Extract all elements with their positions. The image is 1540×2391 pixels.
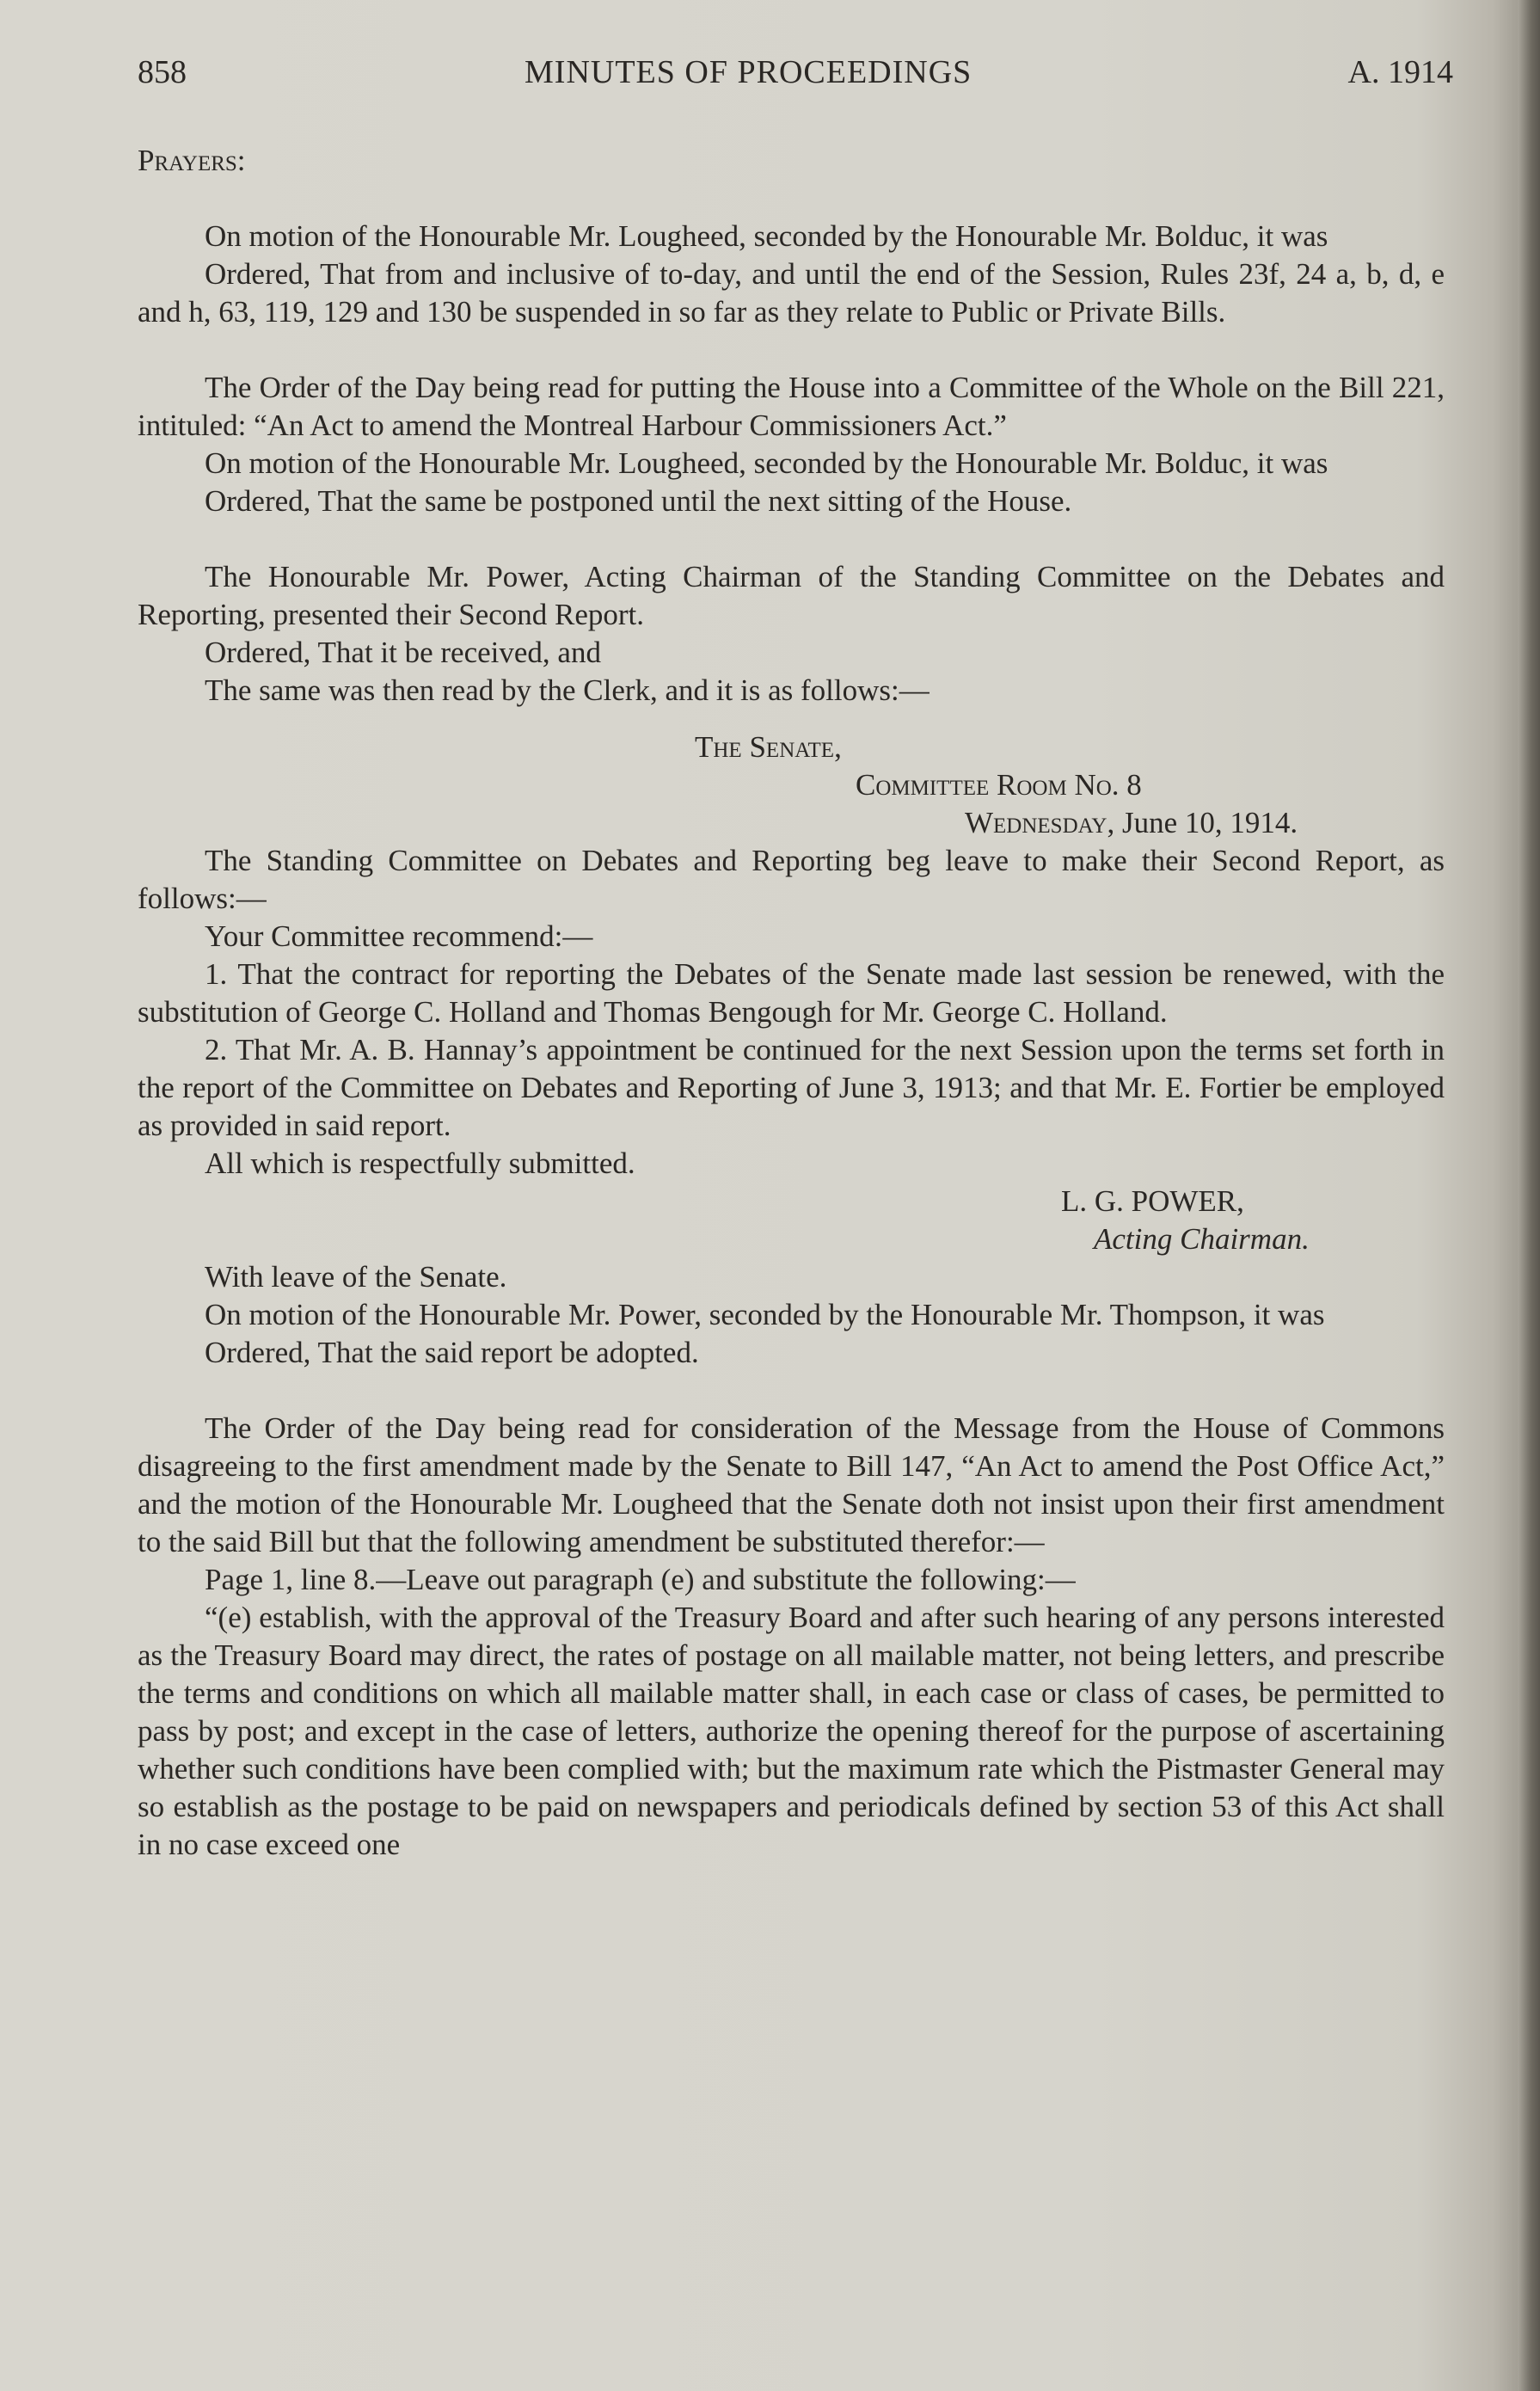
report-submitted: All which is respectfully submitted.: [205, 1146, 635, 1180]
header-year: A. 1914: [1347, 54, 1453, 90]
prayers-heading: Prayers:: [138, 144, 246, 177]
motion-paragraph: On motion of the Honourable Mr. Lougheed, seconded by the Honourable Mr. Bolduc, it was: [205, 446, 1328, 480]
ordered-paragraph: Ordered, That it be received, and: [205, 636, 601, 669]
signature-title: Acting Chairman.: [1094, 1222, 1310, 1256]
motion-paragraph: On motion of the Honourable Mr. Power, seconded by the Honourable Mr. Thompson, it was: [205, 1298, 1325, 1331]
ordered-paragraph: Ordered, That the same be postponed until the next sitting of the House.: [205, 484, 1072, 518]
report-date-day: Wednesday,: [965, 806, 1115, 839]
order-of-day-paragraph: The Order of the Day being read for putting the House into a Committee of the Whole on the Bill 221, intituled: “An Act to amend the Montreal Harbour Commissioners Act.”: [138, 371, 1445, 442]
ordered-paragraph: Ordered, That the said report be adopted.: [205, 1336, 699, 1369]
report-recommend: Your Committee recommend:—: [205, 919, 593, 953]
order-of-day-paragraph: The Order of the Day being read for consideration of the Message from the House of Commons disagreeing to the first amendment made by the Senate to Bill 147, “An Act to amend the Post Office Act,” and the motion of the Honourable Mr. Lougheed that the Senate doth not insist upon their first amendment to the said Bill but that the following amendment be substituted therefor:—: [138, 1411, 1445, 1558]
report-item-1: 1. That the contract for reporting the Debates of the Senate made last session be renewed, with the substitution of George C. Holland and Thomas Bengough for Mr. George C. Holland.: [138, 957, 1445, 1029]
amendment-quote: “(e) establish, with the approval of the Treasury Board and after such hearing of any persons interested as the Treasury Board may direct, the rates of postage on all mailable matter, not being letters, and prescribe the terms and conditions on which all mailable matter shall, in each case or class of cases, be permitted to pass by post; and except in the case of letters, authorize the opening thereof for the purpose of ascertaining whether such conditions have been complied with; but the maximum rate which the Pistmaster General may so establish as the postage to be paid on newspapers and periodicals defined by section 53 of this Act shall in no case exceed one: [138, 1601, 1445, 1861]
page-body: [138, 142, 1445, 1864]
signature-name: L. G. POWER,: [1061, 1184, 1244, 1218]
report-room: [138, 766, 1445, 804]
leave-paragraph: With leave of the Senate.: [205, 1260, 507, 1294]
report-presented-paragraph: The Honourable Mr. Power, Acting Chairman of the Standing Committee on the Debates and Reporting, presented their Second Report.: [138, 560, 1445, 631]
report-date-rest: June 10, 1914.: [1121, 806, 1298, 839]
running-header: [138, 53, 1453, 105]
page-number: 858: [138, 54, 187, 90]
report-addressee: The Senate,: [695, 730, 842, 764]
header-title: MINUTES OF PROCEEDINGS: [525, 54, 972, 90]
amendment-instruction: Page 1, line 8.—Leave out paragraph (e) and substitute the following:—: [205, 1563, 1076, 1596]
report-room-text: Committee Room No. 8: [856, 768, 1142, 802]
report-date: [138, 804, 1445, 842]
page-edge-shadow: [1518, 0, 1540, 2391]
report-read-paragraph: The same was then read by the Clerk, and it is as follows:—: [205, 673, 930, 707]
report-intro: The Standing Committee on Debates and Reporting beg leave to make their Second Report, as follows:—: [138, 844, 1445, 915]
ordered-paragraph: Ordered, That from and inclusive of to-day, and until the end of the Session, Rules 23f, 24 a, b, d, e and h, 63, 119, 129 and 130 be suspended in so far as they relate to Public or Private Bills.: [138, 257, 1445, 329]
motion-paragraph: On motion of the Honourable Mr. Lougheed, seconded by the Honourable Mr. Bolduc, it was: [205, 219, 1328, 253]
report-item-2: 2. That Mr. A. B. Hannay’s appointment be continued for the next Session upon the terms set forth in the report of the Committee on Debates and Reporting of June 3, 1913; and that Mr. E. Fortier be employed as provided in said report.: [138, 1033, 1445, 1142]
